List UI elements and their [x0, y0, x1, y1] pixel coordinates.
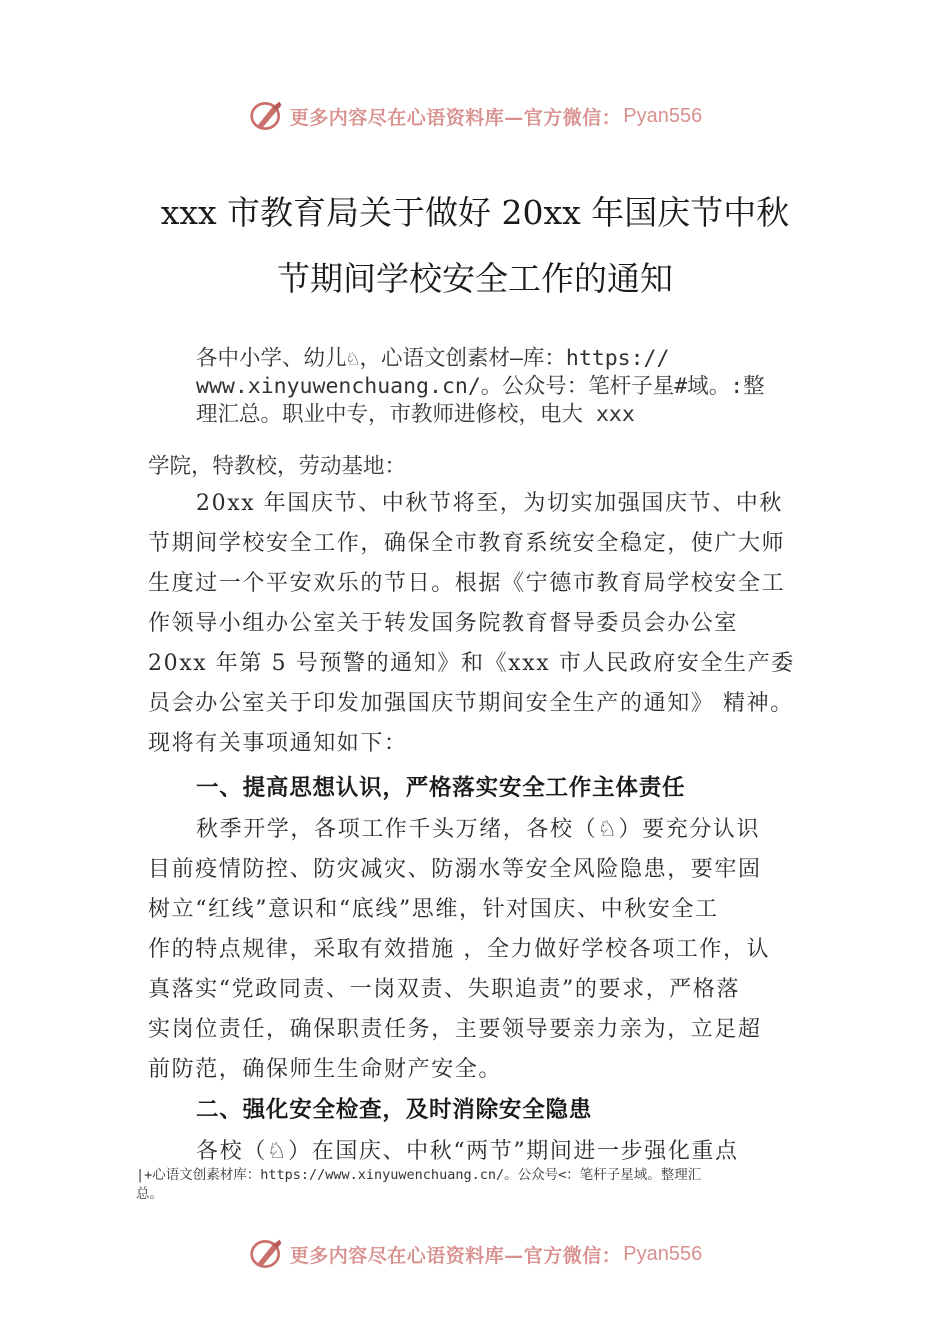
paragraph-line: 树立“红线”意识和“底线”思维，针对国庆、中秋安全工	[148, 897, 719, 922]
paragraph-line: 员会办公室关于印发加强国庆节期间安全生产的通知》 精神。	[148, 691, 794, 716]
section-heading-2: 二、强化安全检查，及时消除安全隐患	[196, 1097, 593, 1123]
paragraph-line: 作的特点规律，采取有效措施 ，全力做好学校各项工作，认	[148, 937, 771, 962]
footnote-line: |+心语文创素材库：https://www.xinyuwenchuang.cn/。公众号<：笔杆子星域。整理汇	[136, 1167, 702, 1183]
banner-text: 更多内容尽在心语资料库—官方微信：	[289, 106, 622, 129]
footnote-line: 总。	[136, 1186, 163, 1202]
pen-logo-icon	[248, 1236, 286, 1272]
banner-wechat-id: Pyan556	[623, 1242, 703, 1265]
banner-text: 更多内容尽在心语资料库—官方微信：	[289, 1244, 622, 1267]
footer-banner	[0, 1234, 950, 1274]
paragraph-line: 各校（♘）在国庆、中秋“两节”期间进一步强化重点	[196, 1139, 739, 1164]
paragraph-line: 作领导小组办公室关于转发国务院教育督导委员会办公室	[148, 611, 739, 636]
paragraph-line: 目前疫情防控、防灾减灾、防溺水等安全风险隐患，要牢固	[148, 857, 762, 882]
paragraph-line: 20xx 年国庆节、中秋节将至，为切实加强国庆节、中秋	[196, 491, 784, 516]
title-line-1: xxx 市教育局关于做好 20xx 年国庆节中秋	[160, 193, 790, 232]
salutation-line: 理汇总。职业中专，市教师进修校，电大 xxx	[196, 402, 635, 427]
section-heading-1: 一、提高思想认识，严格落实安全工作主体责任	[196, 775, 686, 801]
pen-logo-icon	[248, 98, 286, 134]
salutation-line: www.xinyuwenchuang.cn/。公众号：笔杆子星#域。:整	[196, 374, 765, 399]
paragraph-line: 前防范，确保师生生命财产安全。	[148, 1057, 503, 1082]
title-line-2: 节期间学校安全工作的通知	[277, 259, 673, 298]
header-banner	[0, 96, 950, 136]
paragraph-line: 节期间学校安全工作，确保全市教育系统安全稳定，使广大师	[148, 531, 786, 556]
salutation-block	[196, 345, 836, 429]
page-footnote	[136, 1166, 826, 1204]
intro-paragraph	[148, 484, 812, 764]
paragraph-line: 20xx 年第 5 号预警的通知》和《xxx 市人民政府安全生产委	[148, 651, 795, 676]
salutation-line: 各中小学、幼儿♘，心语文创素材—库：https://	[196, 346, 670, 371]
salutation-line: 学院，特教校，劳动基地：	[148, 454, 407, 479]
document-title	[60, 180, 890, 312]
paragraph-line: 现将有关事项通知如下：	[148, 731, 408, 756]
paragraph-line: 实岗位责任，确保职责任务，主要领导要亲力亲为，立足超	[148, 1017, 762, 1042]
paragraph-line: 秋季开学，各项工作千头万绪，各校（♘）要充分认识	[196, 817, 761, 842]
paragraph-line: 真落实“党政同责、一岗双责、失职追责”的要求，严格落	[148, 977, 741, 1002]
banner-wechat-id: Pyan556	[623, 104, 703, 127]
paragraph-line: 生度过一个平安欢乐的节日。根据《宁德市教育局学校安全工	[148, 571, 786, 596]
section1-paragraph	[148, 810, 812, 1090]
